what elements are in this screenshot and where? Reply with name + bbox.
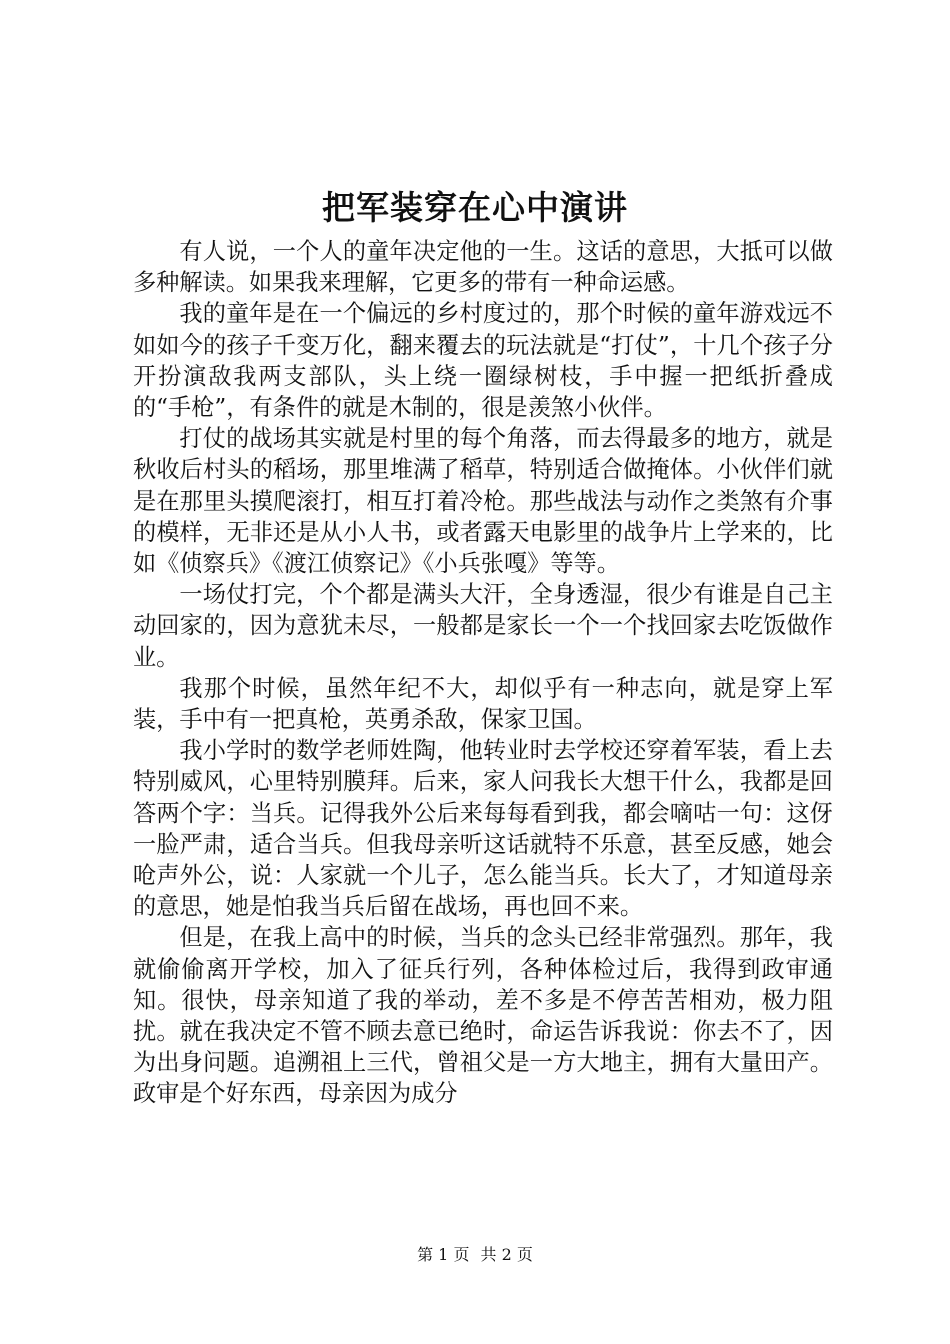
paragraph: 我那个时候，虽然年纪不大，却似乎有一种志向，就是穿上军装，手中有一把真枪，英勇杀敌，保家卫国。 <box>133 674 833 734</box>
paragraph: 但是，在我上高中的时候，当兵的念头已经非常强烈。那年，我就偷偷离开学校，加入了征兵行列，各种体检过后，我得到政审通知。很快，母亲知道了我的举动，差不多是不停苦苦相劝，极力阻扰。就在我决定不管不顾去意已绝时，命运告诉我说：你去不了，因为出身问题。追溯祖上三代，曾祖父是一方大地主，拥有大量田产。政审是个好东西，母亲因为成分 <box>133 924 833 1108</box>
document-body <box>133 236 833 1110</box>
paragraph: 我小学时的数学老师姓陶，他转业时去学校还穿着军装，看上去特别威风，心里特别膜拜。后来，家人问我长大想干什么，我都是回答两个字：当兵。记得我外公后来每每看到我，都会嘀咕一句：这伢一脸严肃，适合当兵。但我母亲听这话就特不乐意，甚至反感，她会呛声外公，说：人家就一个儿子，怎么能当兵。长大了，才知道母亲的意思，她是怕我当兵后留在战场，再也回不来。 <box>133 737 833 921</box>
paragraph: 打仗的战场其实就是村里的每个角落，而去得最多的地方，就是秋收后村头的稻场，那里堆满了稻草，特别适合做掩体。小伙伴们就是在那里头摸爬滚打，相互打着冷枪。那些战法与动作之类煞有介事的模样，无非还是从小人书，或者露天电影里的战争片上学来的，比如《侦察兵》《渡江侦察记》《小兵张嘎》等等。 <box>133 425 833 578</box>
paragraph: 一场仗打完，个个都是满头大汗，全身透湿，很少有谁是自己主动回家的，因为意犹未尽，一般都是家长一个一个找回家去吃饭做作业。 <box>133 581 833 671</box>
document-title: 把军装穿在心中演讲 <box>322 188 628 227</box>
paragraph: 有人说，一个人的童年决定他的一生。这话的意思，大抵可以做多种解读。如果我来理解，它更多的带有一种命运感。 <box>133 238 833 297</box>
page-number: 第 1 页 <box>417 1245 470 1264</box>
paragraph: 我的童年是在一个偏远的乡村度过的，那个时候的童年游戏远不如如今的孩子千变万化，翻来覆去的玩法就是“打仗”，十几个孩子分开扮演敌我两支部队，头上绕一圈绿树枝，手中握一把纸折叠成的“手枪”，有条件的就是木制的，很是羡煞小伙伴。 <box>133 300 833 422</box>
page-footer <box>0 1244 950 1266</box>
page-total: 共 2 页 <box>480 1245 533 1264</box>
